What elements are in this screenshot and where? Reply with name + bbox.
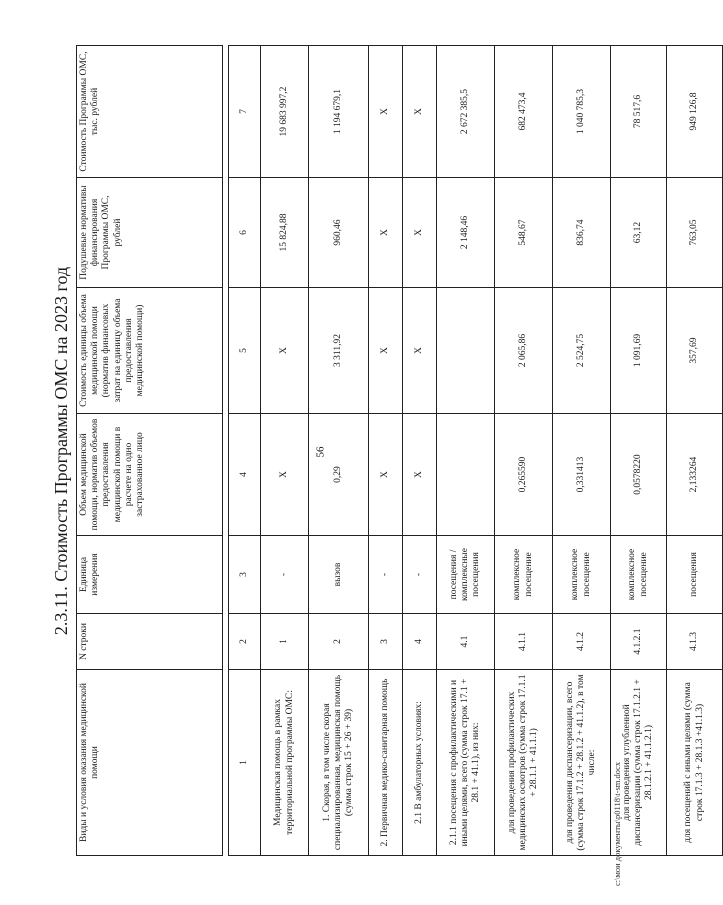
row-total-cost: 78 517,6 xyxy=(611,46,667,178)
column-number: 2 xyxy=(229,614,261,670)
column-number: 4 xyxy=(229,414,261,536)
row-per-capita: 2 148,46 xyxy=(437,178,495,288)
column-number-row xyxy=(229,46,261,856)
row-total-cost: Х xyxy=(369,46,403,178)
row-volume: Х xyxy=(369,414,403,536)
row-total-cost: Х xyxy=(403,46,437,178)
row-description: Медицинская помощь в рамках территориальной программы ОМС: xyxy=(261,670,309,856)
row-number: 4.1.3 xyxy=(667,614,723,670)
row-unit: комплексное посещение xyxy=(495,536,553,614)
row-unit: комплексное посещение xyxy=(611,536,667,614)
table-row xyxy=(261,46,309,856)
row-unit: посещения /комплексные посещения xyxy=(437,536,495,614)
table-row xyxy=(437,46,495,856)
omc-cost-table xyxy=(76,45,723,856)
row-per-capita: 548,67 xyxy=(495,178,553,288)
table-row xyxy=(611,46,667,856)
row-number: 4.1.2 xyxy=(553,614,611,670)
row-total-cost: 19 683 997,2 xyxy=(261,46,309,178)
row-volume: 0,0578220 xyxy=(611,414,667,536)
header-cell: Виды и условия оказания медицинской помощи xyxy=(77,670,223,856)
table-header-row xyxy=(77,46,223,856)
row-description: 2. Первичная медико-санитарная помощь xyxy=(369,670,403,856)
row-per-capita: 15 824,88 xyxy=(261,178,309,288)
row-per-capita: 763,05 xyxy=(667,178,723,288)
row-unit: посещения xyxy=(667,536,723,614)
row-unit-cost: 2 524,75 xyxy=(553,288,611,414)
row-unit: - xyxy=(403,536,437,614)
column-number: 5 xyxy=(229,288,261,414)
row-unit-cost: 357,69 xyxy=(667,288,723,414)
file-path-footer: c:\мои документы\p0118\t-sm.docx xyxy=(612,761,622,886)
row-number: 4 xyxy=(403,614,437,670)
column-number: 7 xyxy=(229,46,261,178)
table-title: 2.3.11. Стоимость Программы ОМС на 2023 год xyxy=(51,266,71,636)
row-per-capita: Х xyxy=(403,178,437,288)
column-number: 6 xyxy=(229,178,261,288)
row-per-capita: 960,46 xyxy=(309,178,369,288)
row-unit-cost: 3 311,92 xyxy=(309,288,369,414)
row-description: 1. Скорая, в том числе скорая специализированная, медицинская помощь (сумма строк 15 + 26 + 39) xyxy=(309,670,369,856)
table-row xyxy=(667,46,723,856)
row-unit-cost: Х xyxy=(403,288,437,414)
row-unit: вызов xyxy=(309,536,369,614)
column-number: 1 xyxy=(229,670,261,856)
row-description: для посещений с иными целями (сумма строк 17.1.3 + 28.1.3 +41.1.3) xyxy=(667,670,723,856)
row-total-cost: 2 672 385,5 xyxy=(437,46,495,178)
row-description: для проведения углубленной диспансеризации (сумма строк 17.1.2.1 + 28.1.2.1 + 41.1.2.1) xyxy=(611,670,667,856)
row-volume: 0,29 xyxy=(309,414,369,536)
row-description: 2.1.1 посещения с профилактическими и иными целями, всего (сумма строк 17.1 + 28.1 + 41.1), из них: xyxy=(437,670,495,856)
row-per-capita: Х xyxy=(369,178,403,288)
row-unit-cost: Х xyxy=(261,288,309,414)
row-unit-cost xyxy=(437,288,495,414)
row-number: 1 xyxy=(261,614,309,670)
row-unit-cost: 1 091,69 xyxy=(611,288,667,414)
row-description: 2.1 В амбулаторных условиях: xyxy=(403,670,437,856)
row-number: 2 xyxy=(309,614,369,670)
table-row xyxy=(495,46,553,856)
row-description: для проведения профилактических медицинских осмотров (сумма строк 17.1.1 + 28.1.1 + 41.1.1) xyxy=(495,670,553,856)
row-number: 4.1.1 xyxy=(495,614,553,670)
row-number: 4.1.2.1 xyxy=(611,614,667,670)
row-unit: - xyxy=(261,536,309,614)
row-volume xyxy=(437,414,495,536)
row-total-cost: 1 040 785,3 xyxy=(553,46,611,178)
header-cell: Стоимость Программы ОМС, тыс. рублей xyxy=(77,46,223,178)
row-description: для проведения диспансеризации, всего (сумма строк 17.1.2 + 28.1.2 + 41.1.2), в том числе: xyxy=(553,670,611,856)
row-total-cost: 949 126,8 xyxy=(667,46,723,178)
header-cell: Подушевые нормативы финансирования Программы ОМС, рублей xyxy=(77,178,223,288)
row-number: 4.1 xyxy=(437,614,495,670)
page-number: 56 xyxy=(314,446,326,458)
row-volume: 0,331413 xyxy=(553,414,611,536)
header-cell: Единица измерения xyxy=(77,536,223,614)
table-row xyxy=(553,46,611,856)
row-total-cost: 682 473,4 xyxy=(495,46,553,178)
column-number: 3 xyxy=(229,536,261,614)
row-per-capita: 63,12 xyxy=(611,178,667,288)
row-number: 3 xyxy=(369,614,403,670)
row-unit: комплексное посещение xyxy=(553,536,611,614)
row-per-capita: 836,74 xyxy=(553,178,611,288)
row-unit: - xyxy=(369,536,403,614)
row-unit-cost: Х xyxy=(369,288,403,414)
table-row xyxy=(369,46,403,856)
header-cell: Объем медицинской помощи, норматив объемов предоставления медицинской помощи в расчете на одно застрахованное лицо xyxy=(77,414,223,536)
table-row xyxy=(309,46,369,856)
row-volume: Х xyxy=(261,414,309,536)
header-cell: Стоимость единицы объема медицинской помощи (норматив финансовых затрат на единицу объема предоставления медицинской помощи) xyxy=(77,288,223,414)
table-row xyxy=(403,46,437,856)
row-volume: 2,133264 xyxy=(667,414,723,536)
header-cell: N строки xyxy=(77,614,223,670)
row-volume: Х xyxy=(403,414,437,536)
row-unit-cost: 2 065,86 xyxy=(495,288,553,414)
row-total-cost: 1 194 679,1 xyxy=(309,46,369,178)
row-volume: 0,265590 xyxy=(495,414,553,536)
